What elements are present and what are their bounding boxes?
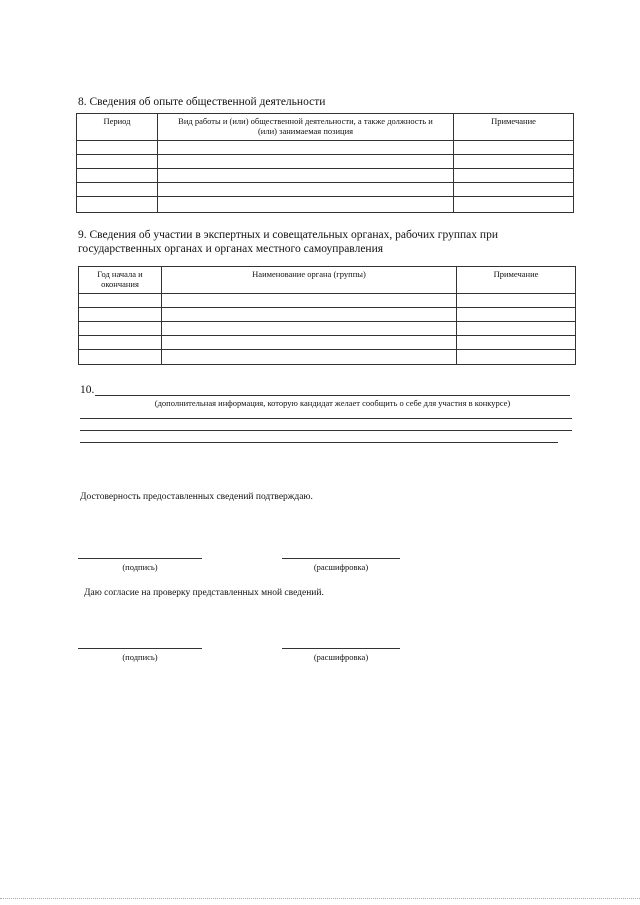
consent-decode-caption: (расшифровка) xyxy=(313,652,369,662)
table-cell[interactable] xyxy=(454,155,574,169)
table-cell[interactable] xyxy=(79,308,162,322)
table-cell[interactable] xyxy=(162,336,457,350)
table-header-organ: Наименование органа (группы) xyxy=(162,267,457,294)
table-cell[interactable] xyxy=(457,322,576,336)
table-row xyxy=(77,169,574,183)
table-cell[interactable] xyxy=(457,336,576,350)
confirm-decode-caption: (расшифровка) xyxy=(313,562,369,572)
table-cell[interactable] xyxy=(457,294,576,308)
scan-edge-artifact xyxy=(0,898,640,899)
table-cell[interactable] xyxy=(158,155,454,169)
section-8-title: 8. Сведения об опыте общественной деятельности xyxy=(78,96,326,108)
confirm-signature-caption: (подпись) xyxy=(122,562,158,572)
table-header-activity: Вид работы и (или) общественной деятельности, а также должность и (или) занимаемая позиция xyxy=(158,114,454,141)
table-cell[interactable] xyxy=(454,141,574,155)
section-10-line-2[interactable] xyxy=(80,418,572,419)
table-cell[interactable] xyxy=(158,183,454,197)
table-cell[interactable] xyxy=(162,350,457,365)
table-cell[interactable] xyxy=(158,169,454,183)
confirm-decode-line[interactable] xyxy=(282,558,400,559)
table-cell[interactable] xyxy=(457,350,576,365)
table-cell[interactable] xyxy=(79,336,162,350)
section-9-table xyxy=(78,266,576,365)
table-cell[interactable] xyxy=(79,322,162,336)
table-row xyxy=(79,350,576,365)
section-10-caption: (дополнительная информация, которую кандидат желает сообщить о себе для участия в конкурсе) xyxy=(154,398,511,408)
table-row xyxy=(79,336,576,350)
consent-text: Даю согласие на проверку представленных мной сведений. xyxy=(84,588,324,598)
table-cell[interactable] xyxy=(77,141,158,155)
table-row xyxy=(79,308,576,322)
table-cell[interactable] xyxy=(158,197,454,213)
table-cell[interactable] xyxy=(77,183,158,197)
section-9-title-line2: государственных органах и органах местного самоуправления xyxy=(78,243,384,255)
table-cell[interactable] xyxy=(454,183,574,197)
consent-signature-line[interactable] xyxy=(78,648,202,649)
section-8-table xyxy=(76,113,574,213)
table-header-note: Примечание xyxy=(454,114,574,141)
table-cell[interactable] xyxy=(77,169,158,183)
table-cell[interactable] xyxy=(79,350,162,365)
table-cell[interactable] xyxy=(162,322,457,336)
section-9-title-line1: 9. Сведения об участии в экспертных и совещательных органах, рабочих группах при xyxy=(78,229,498,241)
table-row xyxy=(77,183,574,197)
table-cell[interactable] xyxy=(79,294,162,308)
table-cell[interactable] xyxy=(77,155,158,169)
confirm-text: Достоверность предоставленных сведений подтверждаю. xyxy=(80,492,313,502)
table-cell[interactable] xyxy=(162,308,457,322)
table-header-period: Период xyxy=(77,114,158,141)
table-header-years: Год начала и окончания xyxy=(79,267,162,294)
table-row xyxy=(79,322,576,336)
table-row xyxy=(79,294,576,308)
table-header-note: Примечание xyxy=(457,267,576,294)
table-cell[interactable] xyxy=(454,197,574,213)
consent-decode-line[interactable] xyxy=(282,648,400,649)
section-10-line-4[interactable] xyxy=(80,442,558,443)
confirm-signature-line[interactable] xyxy=(78,558,202,559)
section-10-number: 10. xyxy=(80,384,95,396)
consent-signature-caption: (подпись) xyxy=(122,652,158,662)
section-10-line-3[interactable] xyxy=(80,430,572,431)
table-cell[interactable] xyxy=(158,141,454,155)
table-cell[interactable] xyxy=(162,294,457,308)
table-row xyxy=(77,155,574,169)
section-10-input-line[interactable] xyxy=(95,395,570,396)
table-cell[interactable] xyxy=(77,197,158,213)
table-cell[interactable] xyxy=(457,308,576,322)
table-row xyxy=(77,197,574,213)
table-row xyxy=(77,141,574,155)
table-cell[interactable] xyxy=(454,169,574,183)
